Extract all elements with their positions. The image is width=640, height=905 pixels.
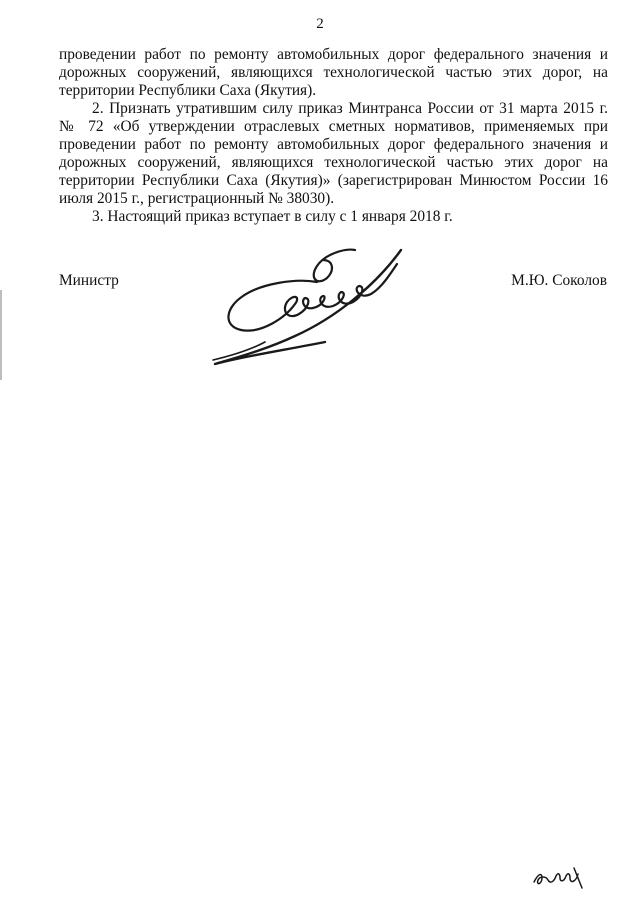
handwritten-initials [530,858,590,892]
signatory-name: М.Ю. Соколов [511,272,607,289]
signatory-position: Министр [59,272,119,289]
page-number: 2 [316,16,324,32]
scan-margin-line [0,290,2,380]
handwritten-signature [205,238,420,373]
paragraph-continuation: проведении работ по ремонту автомобильных дорог федерального значения и дорожных сооружений, являющихся технологической частью этих дорог, на территории Республики Саха (Якутия). [59,46,608,99]
paragraph-item-3: 3. Настоящий приказ вступает в силу с 1 января 2018 г. [92,208,453,225]
paragraph-item-2: 2. Признать утратившим силу приказ Минтранса России от 31 марта 2015 г. № 72 «Об утверждении отраслевых сметных нормативов, применяемых при проведении работ по ремонту автомобильных дорог федерального значения и дорожных сооружений, являющихся технологической частью этих дорог на территории Республики Саха (Якутия)» (зарегистрирован Минюстом России 16 июля 2015 г., регистрационный № 38030). [59,100,608,207]
document-body [59,46,608,226]
